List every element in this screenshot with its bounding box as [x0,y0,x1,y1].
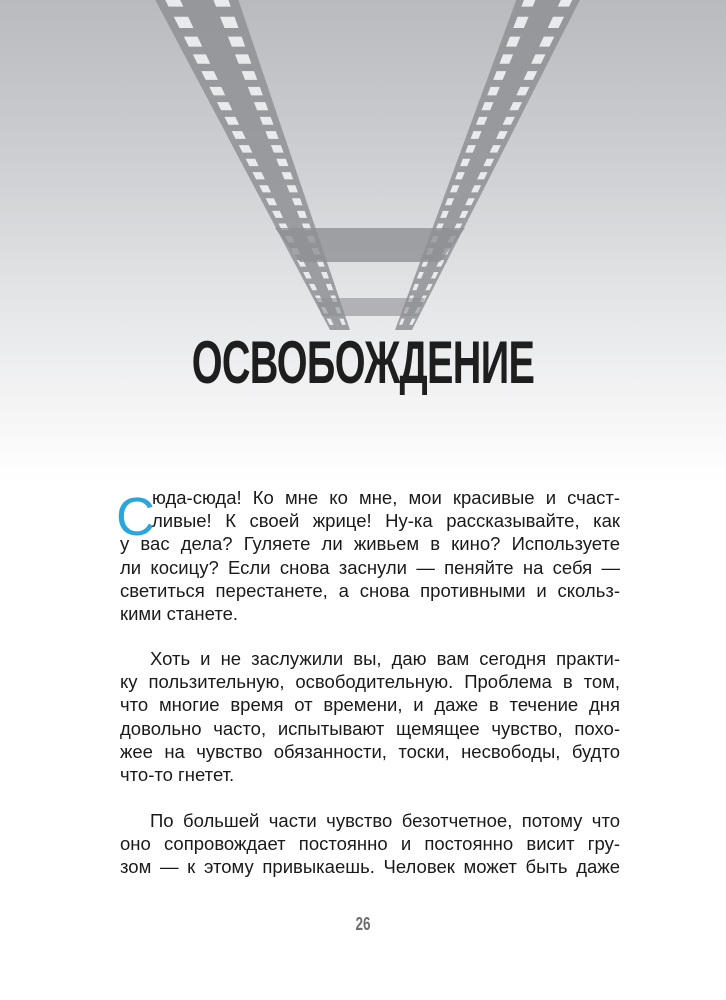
text-line: светиться перестанете, а снова противными и скольз- [120,579,620,601]
text-line: у вас дела? Гуляете ли живьем в кино? Используете [120,533,620,555]
text-line: ку пользительную, освободительную. Проблема в том, [120,671,620,693]
page-number: 26 [355,914,371,934]
text-line: кими станете. [120,603,239,625]
text-line: зом — к этому привыкаешь. Человек может быть даже [120,856,620,878]
text-line: оно сопровождает постоянно и постоянно висит гру- [120,833,620,855]
text-line: что многие время от времени, и даже в течение дня [120,694,620,716]
drop-cap-letter: С [116,487,155,547]
paragraph-2 [120,647,620,786]
text-line: что-то гнетет. [120,764,235,786]
film-strip-illustration [0,0,726,480]
chapter-title: ОСВОБОЖДЕНИЕ [191,329,535,396]
text-line: ливые! К своей жрице! Ну-ка рассказывайте, как [152,510,620,532]
text-line: довольно часто, испытывают щемящее чувство, похо- [120,717,620,739]
paragraph-3 [120,809,620,879]
film-frame-band [315,298,425,316]
text-line: По большей части чувство безотчетное, потому что [150,810,620,831]
text-line: ли косицу? Если снова заснули — пеняйте на себя — [120,556,620,578]
text-line: юда-сюда! Ко мне ко мне, мои красивые и счаст- [152,487,620,508]
text-line: Хоть и не заслужили вы, даю вам сегодня практи- [150,648,620,669]
text-line: жее на чувство обязанности, тоски, несвободы, будто [120,740,620,762]
film-frame-band [275,228,465,262]
paragraph-1 [120,486,620,625]
